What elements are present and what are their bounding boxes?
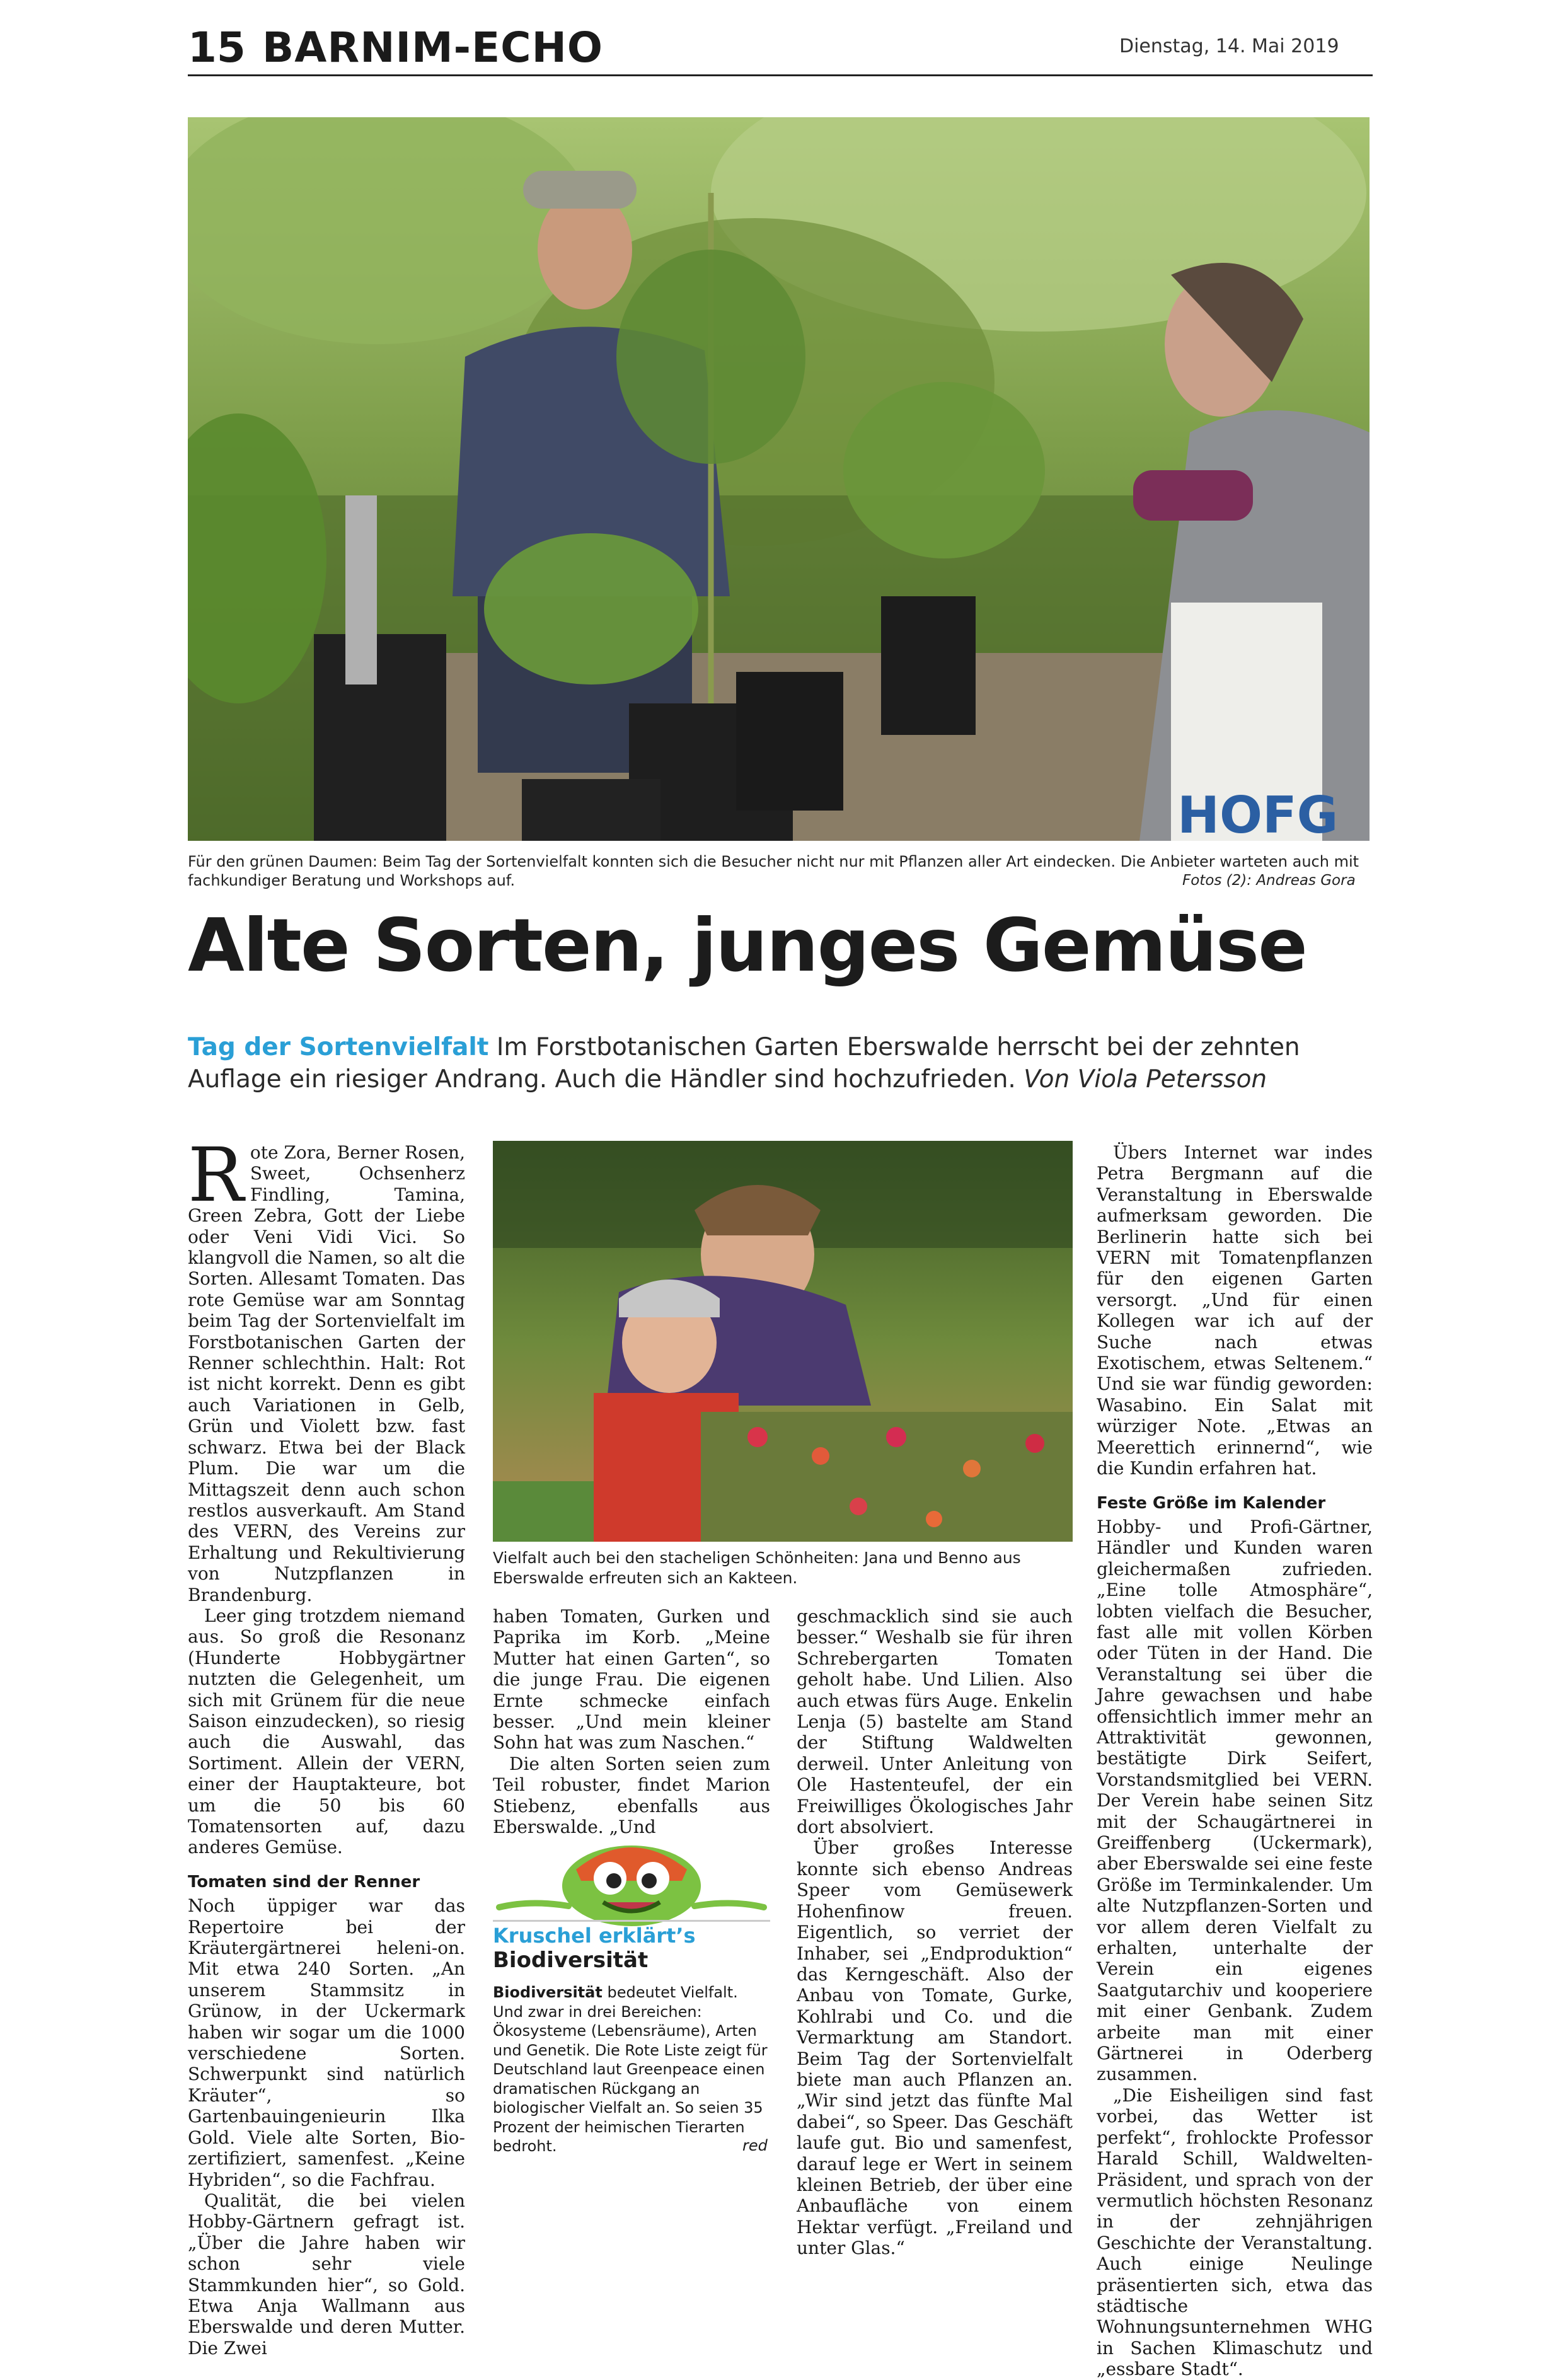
- top-photo-caption-text: Für den grünen Daumen: Beim Tag der Sortenvielfalt konnten sich die Besucher nicht nur mit Pflanzen aller Art eindecken. Die Anbieter warteten auch mit fachkundiger Beratung und Workshops auf.: [188, 853, 1359, 889]
- section-title: BARNIM-ECHO: [262, 23, 603, 72]
- info-box-title: Biodiversität: [493, 1948, 649, 1973]
- col2-paragraph-2: Die alten Sorten seien zum Teil robuster, findet Marion Stiebenz, ebenfalls aus Eberswalde. „Und: [493, 1753, 770, 1838]
- teaser-text: Im Forstbotanischen Garten Eberswalde herrscht bei der zehnten Auflage ein riesiger Andrang. Auch die Händler sind hochzufrieden.: [188, 1033, 1300, 1094]
- col1-paragraph-1: Rote Zora, Berner Rosen, Sweet, Ochsenherz Findling, Tamina, Green Zebra, Gott der Liebe oder Veni Vidi Vici. So klangvoll die Namen, so alt die Sorten. Allesamt Tomaten. Das rote Gemüse war am Sonntag beim Tag der Sortenvielfalt im Forstbotanischen Garten der Renner schlechthin. Halt: Rot ist nicht korrekt. Denn es gibt auch Variationen in Gelb, Grün und Violett bzw. fast schwarz. Etwa bei der Black Plum. Die war um die Mittagszeit denn auch schon restlos ausverkauft. Am Stand des VERN, des Vereins zur Erhaltung und Rekultivierung von Nutzpflanzen in Brandenburg.: [188, 1131, 465, 1605]
- col1-paragraph-3: Noch üppiger war das Repertoire bei der Kräutergärtnerei heleni-on. Mit etwa 240 Sorten. „An unserem Stammsitz in Grünow, in der Uckermark haben wir sogar um die 1000 verschiedene Sorten. Schwerpunkt sind natürlich Kräuter“, so Gartenbauingenieurin Ilka Gold. Viele alte Sorten, Bio-zertifiziert, samenfest. „Keine Hybriden“, so die Fachfrau.: [188, 1895, 465, 2190]
- subheading-feste-groesse: Feste Größe im Kalender: [1097, 1493, 1326, 1513]
- col2-paragraph-1: haben Tomaten, Gurken und Paprika im Korb. „Meine Mutter hat einen Garten“, so die junge Frau. Die eigenen Ernte schmecke einfach besser. „Und mein kleiner Sohn hat was zum Naschen.“: [493, 1606, 770, 1753]
- article-column-2: [493, 1606, 770, 1837]
- inline-photo: [493, 1141, 1073, 1542]
- article-column-3: [797, 1606, 1073, 2259]
- col3-paragraph-1: geschmacklich sind sie auch besser.“ Weshalb sie für ihren Schrebergarten Tomaten geholt habe. Und Lilien. Also auch etwas fürs Auge. Enkelin Lenja (5) bastelte am Stand der Stiftung Waldwelten derweil. Unter Anleitung von Ole Hastenteufel, der ein Freiwilliges Ökologisches Jahr dort absolviert.: [797, 1606, 1073, 1838]
- info-box-lead-word: Biodiversität: [493, 1984, 603, 2001]
- top-photo-illustration: [188, 117, 1370, 841]
- teaser-kicker: Tag der Sortenvielfalt: [188, 1033, 489, 1061]
- teaser-author: Von Viola Petersson: [1024, 1065, 1267, 1094]
- inline-photo-caption: Vielfalt auch bei den stacheligen Schönheiten: Jana und Benno aus Eberswalde erfreuten sich an Kakteen.: [493, 1549, 1021, 1587]
- col4-paragraph-2: Hobby- und Profi-Gärtner, Händler und Kunden waren gleichermaßen zufrieden. „Eine tolle Atmosphäre“, lobten vielfach die Besucher, fast alle mit vollen Körben oder Tüten in der Hand. Die Veranstaltung sei über die Jahre gewachsen und habe offensichtlich immer mehr an Attraktivität gewonnen, bestätigte Dirk Seifert, Vorstandsmitglied bei VERN. Der Verein habe seinen Sitz mit der Schaugärtnerei in Greiffenberg (Uckermark), aber Eberswalde sei eine feste Größe im Terminkalender. Um alte Nutzpflanzen-Sorten und vor allem deren Vielfalt zu erhalten, unterhalte der Verein ein eigenes Saatgutarchiv und kooperiere mit einer Genbank. Zudem arbeite man mit einer Gärtnerei in Oderberg zusammen.: [1097, 1516, 1373, 2085]
- col4-paragraph-1: Übers Internet war indes Petra Bergmann auf die Veranstaltung in Eberswalde aufmerksam geworden. Die Berlinerin hatte sich bei VERN mit Tomatenpflanzen für den eigenen Garten versorgt. „Und für einen Kollegen war ich auf der Suche nach etwas Exotischem, etwas Seltenem.“ Und sie war fündig geworden: Wasabino. Ein Salat mit würziger Note. „Etwas an Meerettich erinnernd“, wie die Kundin erfahren hat.: [1097, 1142, 1373, 1479]
- header-rule: [188, 74, 1373, 76]
- page-header: [188, 23, 1373, 77]
- svg-text:HOFG: HOFG: [1177, 786, 1339, 841]
- col3-paragraph-2: Über großes Interesse konnte sich ebenso Andreas Speer vom Gemüsewerk Hohenfinow freuen. Eigentlich, so verriet der Inhaber, sei „Endproduktion“ das Kerngeschäft. Also der Anbau von Tomate, Gurke, Kohlrabi und Co. und die Vermarktung am Standort. Beim Tag der Sortenvielfalt biete man auch Pflanzen an. „Wir sind jetzt das fünfte Mal dabei“, so Speer. Das Geschäft laufe gut. Bio und samenfest, darauf lege er Wert in seinem kleinen Betrieb, der über eine Anbaufläche von einem Hektar verfügt. „Freiland und unter Glas.“: [797, 1837, 1073, 2259]
- headline: Alte Sorten, junges Gemüse: [188, 903, 1306, 988]
- info-box-text: bedeutet Vielfalt. Und zwar in drei Bereichen: Ökosysteme (Lebensräume), Arten und Genetik. Die Rote Liste zeigt für Deutschland laut Greenpeace einen dramatischen Rückgang an biologischer Vielfalt an. So seien 35 Prozent der heimischen Tierarten bedroht.: [493, 1984, 768, 2155]
- teaser: [188, 1031, 1360, 1095]
- subheading-tomaten: Tomaten sind der Renner: [188, 1872, 420, 1892]
- info-box: [493, 1832, 770, 2153]
- col1-paragraph-2: Leer ging trotzdem niemand aus. So groß die Resonanz (Hunderte Hobbygärtner nutzten die Gelegenheit, um sich mit Grünem für die neue Saison einzudecken), so riesig auch die Auswahl, das Sortiment. Allein der VERN, einer der Hauptakteure, bot um die 50 bis 60 Tomatensorten auf, dazu anderes Gemüse.: [188, 1605, 465, 1858]
- col4-paragraph-3: „Die Eisheiligen sind fast vorbei, das Wetter ist perfekt“, frohlockte Professor Harald Schill, Waldwelten-Präsident, und sprach von der vermutlich höchsten Resonanz in der zehnjährigen Geschichte der Veranstaltung. Auch einige Neulinge präsentierten sich, etwa das städtische Wohnungsunternehmen WHG in Sachen Klimaschutz und „essbare Stadt“.: [1097, 2084, 1373, 2380]
- article-column-4: [1097, 1142, 1373, 2380]
- top-photo: [188, 117, 1370, 841]
- page-number: 15: [188, 23, 246, 72]
- top-photo-credit: Fotos (2): Andreas Gora: [1182, 872, 1356, 889]
- issue-date: Dienstag, 14. Mai 2019: [1119, 35, 1339, 57]
- kruschel-mascot-icon: [493, 1832, 770, 1926]
- article-column-1: [188, 1131, 465, 2359]
- info-box-kicker: Kruschel erklärt’s: [493, 1924, 696, 1948]
- info-box-signature: red: [742, 2137, 768, 2154]
- col1-paragraph-4: Qualität, die bei vielen Hobby-Gärtnern gefragt ist. „Über die Jahre haben wir schon sehr viele Stammkunden hier“, so Gold. Etwa Anja Wallmann aus Eberswalde und deren Mutter. Die Zwei: [188, 2190, 465, 2359]
- info-box-body: [493, 1983, 770, 2156]
- inline-photo-illustration: [493, 1141, 1073, 1542]
